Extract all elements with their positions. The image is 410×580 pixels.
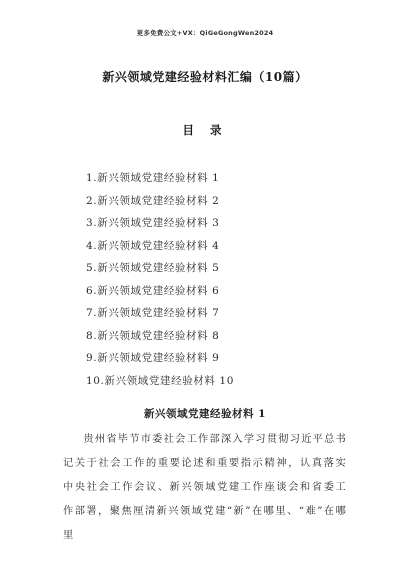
document-title: 新兴领域党建经验材料汇编（10篇）: [102, 70, 308, 84]
header-note: 更多免费公文+VX：QiGeGongWen2024: [136, 29, 274, 37]
table-of-contents: [86, 171, 234, 396]
toc-item[interactable]: 4.新兴领域党建经验材料 4: [86, 239, 220, 252]
toc-item[interactable]: 7.新兴领域党建经验材料 7: [86, 307, 220, 319]
toc-item[interactable]: 3.新兴领域党建经验材料 3: [86, 217, 220, 229]
toc-item[interactable]: 5.新兴领域党建经验材料 5: [86, 262, 220, 274]
toc-item[interactable]: 10.新兴领域党建经验材料 10: [86, 374, 234, 387]
section-heading: 新兴领域党建经验材料 1: [144, 408, 266, 420]
body-paragraph: 贵州省毕节市委社会工作部深入学习贯彻习近平总书记关于社会工作的重要论述和重要指示精神，认真落实中央社会工作会议、新兴领域党建工作座谈会和省委工作部署，聚焦厘清新兴领域党建“新”在哪里、“难”在哪里: [63, 434, 347, 541]
toc-item[interactable]: 8.新兴领域党建经验材料 8: [86, 329, 220, 342]
toc-heading: 目 录: [182, 123, 228, 137]
toc-item[interactable]: 9.新兴领域党建经验材料 9: [86, 352, 220, 364]
toc-item[interactable]: 6.新兴领域党建经验材料 6: [86, 284, 220, 297]
toc-item[interactable]: 1.新兴领域党建经验材料 1: [86, 172, 220, 184]
toc-item[interactable]: 2.新兴领域党建经验材料 2: [86, 194, 220, 207]
